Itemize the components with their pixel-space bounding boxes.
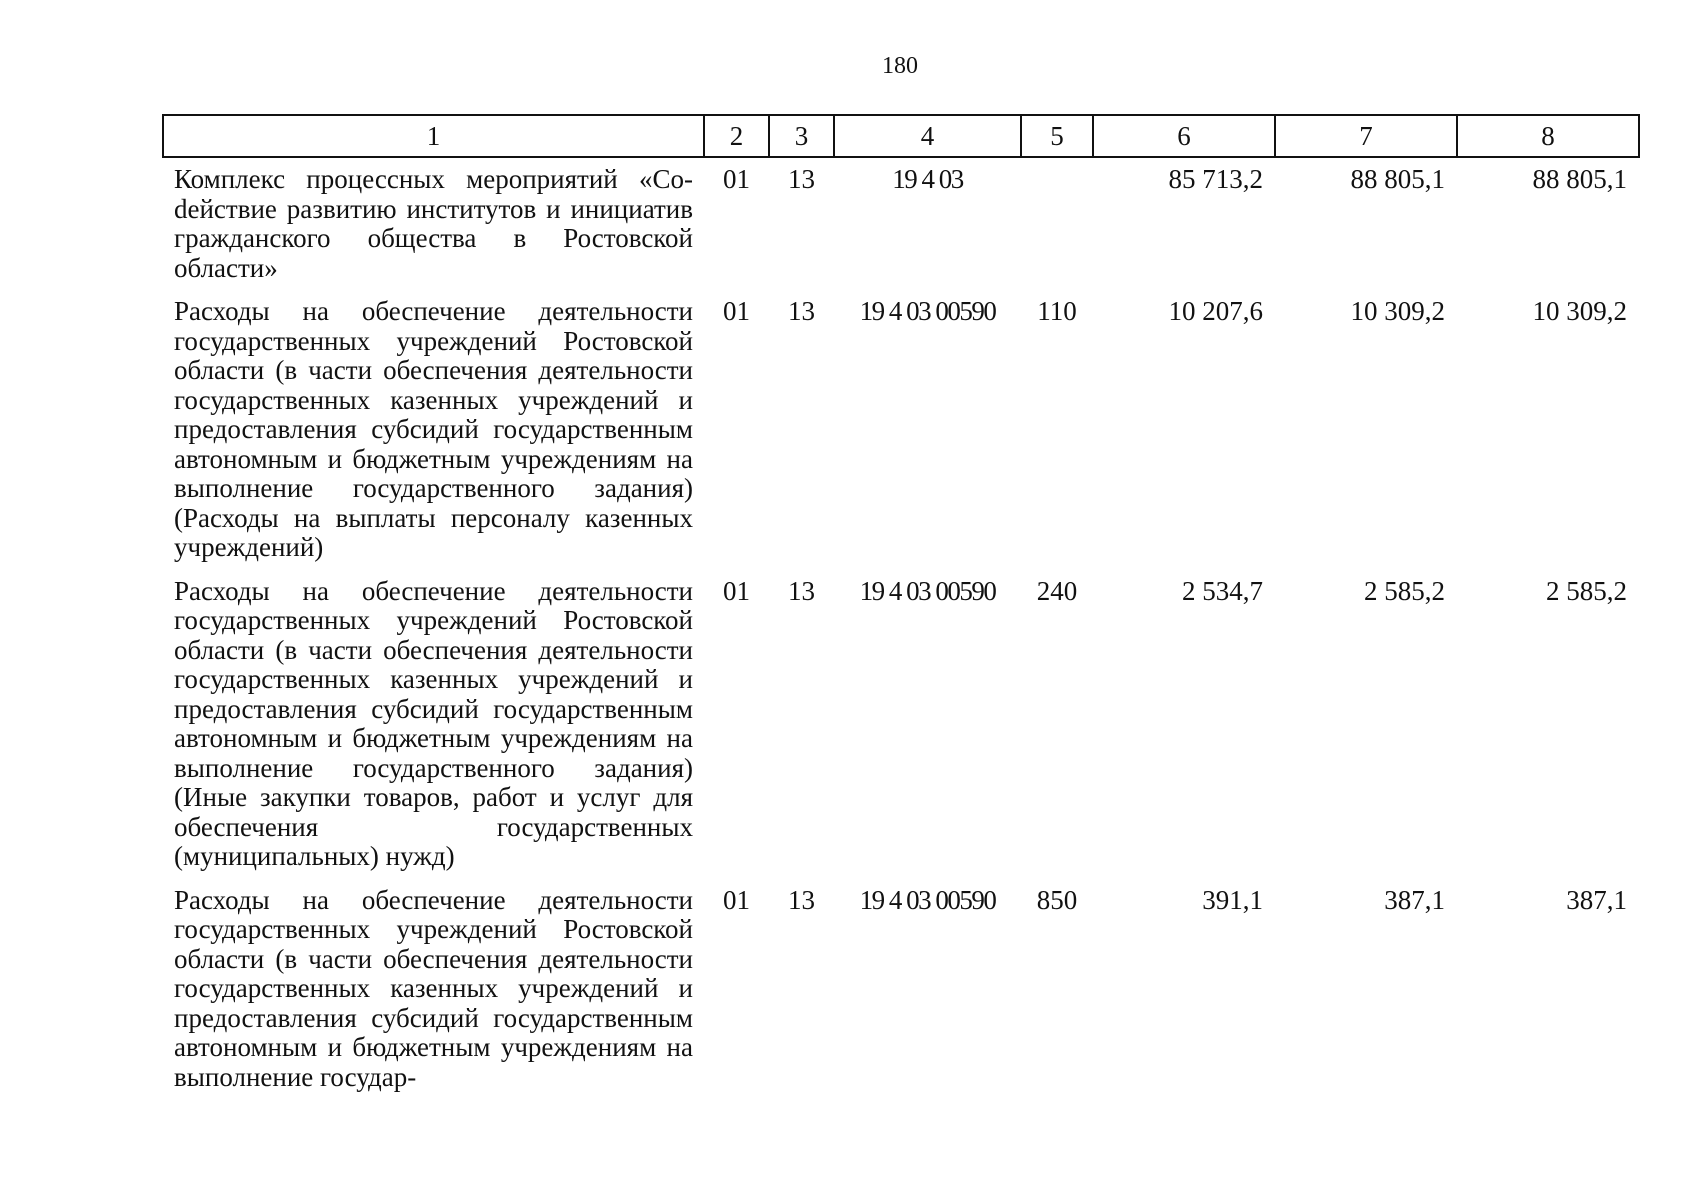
- section-code: 01: [723, 575, 750, 606]
- subsection-code: 13: [788, 575, 815, 606]
- target-article-code: 19 4 03 00590: [859, 575, 996, 606]
- amount-col-8: 10 309,2: [1532, 296, 1627, 326]
- amount-col-7: 10 309,2: [1350, 296, 1445, 326]
- page-number: 180: [882, 53, 918, 79]
- amount-col-7: 2 585,2: [1364, 575, 1445, 606]
- target-article-code: 19 4 03 00590: [859, 296, 996, 326]
- subsection-code: 13: [788, 884, 815, 915]
- amount-col-6: 85 713,2: [1168, 164, 1263, 194]
- row-description: Расходы на обеспечение деятельности государственных учреждений Ростовской области (в части обеспечения деятельности государственных казенных учреждений и предоставления субсидий государственным автономным и бюджетным учреждениям на выполнение государственного задания) (Иные закупки товаров, работ и услуг для обеспечения государственных (муниципальных) нужд): [174, 575, 693, 871]
- target-article-code: 19 4 03 00590: [859, 884, 996, 915]
- subsection-code: 13: [788, 164, 815, 194]
- table-row: [163, 886, 1639, 1107]
- expense-type-code: 850: [1036, 884, 1078, 915]
- amount-col-8: 2 585,2: [1546, 575, 1627, 606]
- row-description: Расходы на обеспечение деятельности государственных учреждений Ростовской области (в части обеспечения деятельности государственных казенных учреждений и предоставления субсидий государственным автономным и бюджетным учреждениям на выполнение государ-: [174, 884, 693, 1092]
- amount-col-6: 2 534,7: [1182, 575, 1263, 606]
- table-row: [163, 297, 1639, 577]
- section-code: 01: [723, 164, 750, 194]
- expense-type-code: [1021, 157, 1093, 297]
- row-description: Комплекс процессных мероприятий «Соdействие развитию институтов и инициатив гражданского общества в Ростовской области»: [174, 164, 693, 283]
- amount-col-8: 387,1: [1566, 884, 1627, 915]
- budget-table: [162, 114, 1640, 1106]
- table-row: [163, 157, 1639, 297]
- column-header: 6: [1093, 115, 1275, 157]
- column-header: 7: [1275, 115, 1457, 157]
- expense-type-code: 110: [1037, 296, 1077, 326]
- subsection-code: 13: [788, 296, 815, 326]
- column-header: 1: [163, 115, 704, 157]
- row-description: Расходы на обеспечение деятельности государственных учреждений Ростовской области (в части обеспечения деятельности государственных казенных учреждений и предоставления субсидий государственным автономным и бюджетным учреждениям на выполнение государственного задания) (Расходы на выплаты персоналу казенных учреждений): [174, 296, 693, 562]
- amount-col-7: 88 805,1: [1350, 164, 1445, 194]
- column-header: 8: [1457, 115, 1639, 157]
- amount-col-7: 387,1: [1384, 884, 1445, 915]
- target-article-code: 19 4 03: [892, 164, 963, 194]
- column-header: 4: [834, 115, 1021, 157]
- column-header: 5: [1021, 115, 1093, 157]
- column-header: 3: [769, 115, 834, 157]
- section-code: 01: [723, 296, 750, 326]
- amount-col-8: 88 805,1: [1532, 164, 1627, 194]
- amount-col-6: 10 207,6: [1168, 296, 1263, 326]
- column-header: 2: [704, 115, 769, 157]
- table-row: [163, 577, 1639, 886]
- column-number-row: [163, 115, 1639, 157]
- expense-type-code: 240: [1036, 575, 1078, 606]
- section-code: 01: [723, 884, 750, 915]
- amount-col-6: 391,1: [1202, 884, 1263, 915]
